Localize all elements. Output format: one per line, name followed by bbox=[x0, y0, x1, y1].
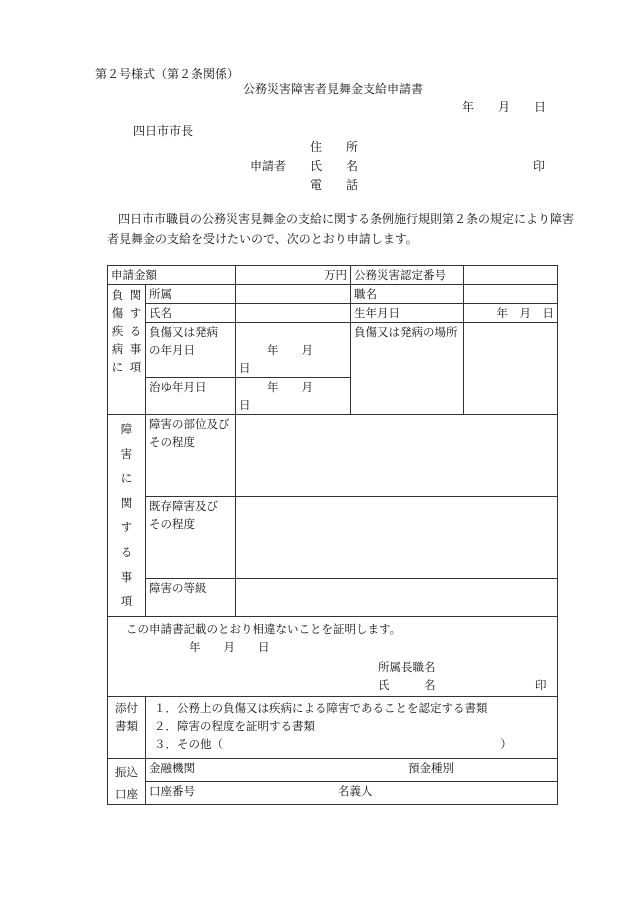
supervisor-seal: 印 bbox=[535, 677, 547, 692]
intro-line-1: 四日市市職員の公務災害見舞金の支給に関する条例施行規則第２条の規定により障害 bbox=[118, 212, 575, 226]
cured-ymd: 年 月 日 bbox=[239, 380, 336, 412]
account-field[interactable] bbox=[146, 781, 558, 804]
existing-row bbox=[108, 496, 558, 578]
transfer-label: 振込 口座 bbox=[108, 758, 146, 804]
amount-label: 申請金額 bbox=[108, 266, 236, 285]
disability-section-label: 障 害 に 関 す る 事 項 bbox=[108, 415, 146, 617]
account-row bbox=[108, 781, 558, 804]
cert-no-label: 公務災害認定番号 bbox=[351, 266, 464, 285]
intro-line-2: 者見舞金の支給を受けたいので、次のとおり申請します。 bbox=[107, 232, 418, 246]
supervisor-label: 所属長職名 bbox=[378, 659, 436, 674]
place-field[interactable] bbox=[464, 323, 558, 415]
certify-date[interactable]: 年 月 日 bbox=[189, 639, 270, 654]
grade-label: 障害の等級 bbox=[146, 578, 236, 616]
existing-field[interactable] bbox=[236, 496, 558, 578]
birth-ymd: 年 月 日 bbox=[496, 306, 554, 320]
dept-field[interactable] bbox=[236, 285, 351, 304]
onset-date-field[interactable] bbox=[236, 341, 351, 378]
attachments-row bbox=[108, 696, 558, 758]
place-label: 負傷又は発病の場所 bbox=[351, 323, 464, 415]
applicant-phone-label: 電 話 bbox=[310, 178, 359, 192]
applicant-name-label: 氏 名 bbox=[310, 159, 359, 173]
name-field[interactable] bbox=[236, 304, 351, 323]
attachments-label: 添付 書類 bbox=[108, 696, 146, 758]
certify-text: この申請書記載のとおり相違ないことを証明します。 bbox=[126, 621, 402, 636]
supervisor-name-label: 氏 名 bbox=[378, 677, 436, 692]
bank-row bbox=[108, 758, 558, 781]
dept-row bbox=[108, 285, 558, 304]
application-date[interactable]: 年 月 日 bbox=[462, 100, 547, 114]
onset-label-top: 負傷又は発病 bbox=[146, 323, 236, 342]
grade-row bbox=[108, 578, 558, 616]
bank-label: 金融機関 bbox=[149, 760, 195, 775]
birth-field[interactable] bbox=[464, 304, 558, 323]
cert-no-field[interactable] bbox=[464, 266, 558, 285]
form-number: 第２号様式（第２条関係） bbox=[95, 67, 240, 81]
attachment-item-3: ３．その他（ ） bbox=[154, 736, 512, 751]
certification-row bbox=[108, 616, 558, 696]
grade-field[interactable] bbox=[236, 578, 558, 616]
cured-label: 治ゆ年月日 bbox=[146, 378, 236, 415]
attachment-item-1: １．公務上の負傷又は疾病による障害であることを認定する書類 bbox=[154, 700, 488, 715]
applicant-seal: 印 bbox=[533, 159, 546, 173]
post-label: 職名 bbox=[351, 285, 464, 304]
cured-date-field[interactable] bbox=[236, 378, 351, 415]
amount-unit: 万円 bbox=[324, 268, 347, 282]
onset-row-1 bbox=[108, 323, 558, 342]
onset-ymd: 年 月 日 bbox=[239, 343, 336, 375]
onset-label-bottom: の年月日 bbox=[146, 341, 236, 378]
part-label: 障害の部位及び その程度 bbox=[146, 415, 236, 497]
attachment-item-2: ２．障害の程度を証明する書類 bbox=[154, 718, 315, 733]
deposit-type-label: 預金種別 bbox=[408, 760, 454, 775]
existing-label: 既存障害及び その程度 bbox=[146, 496, 236, 578]
form-title: 公務災害障害者見舞金支給申請書 bbox=[243, 82, 424, 96]
birth-label: 生年月日 bbox=[351, 304, 464, 323]
amount-row bbox=[108, 266, 558, 285]
application-form-table bbox=[107, 265, 558, 805]
applicant-address-label: 住 所 bbox=[310, 140, 359, 154]
onset-field-top[interactable] bbox=[236, 323, 351, 342]
name-row bbox=[108, 304, 558, 323]
amount-field[interactable] bbox=[236, 266, 351, 285]
name-label: 氏名 bbox=[146, 304, 236, 323]
holder-label: 名義人 bbox=[338, 783, 373, 798]
attachments-list bbox=[146, 696, 558, 758]
injured-section-label: 負 傷 疾 病 に 関 す る 事 項 bbox=[108, 285, 146, 415]
part-row bbox=[108, 415, 558, 497]
bank-field[interactable] bbox=[146, 758, 558, 781]
addressee: 四日市市長 bbox=[133, 124, 194, 138]
certification-cell bbox=[108, 616, 558, 696]
dept-label: 所属 bbox=[146, 285, 236, 304]
post-field[interactable] bbox=[464, 285, 558, 304]
account-no-label: 口座番号 bbox=[149, 783, 195, 798]
applicant-group-label: 申請者 bbox=[250, 159, 287, 173]
part-field[interactable] bbox=[236, 415, 558, 497]
